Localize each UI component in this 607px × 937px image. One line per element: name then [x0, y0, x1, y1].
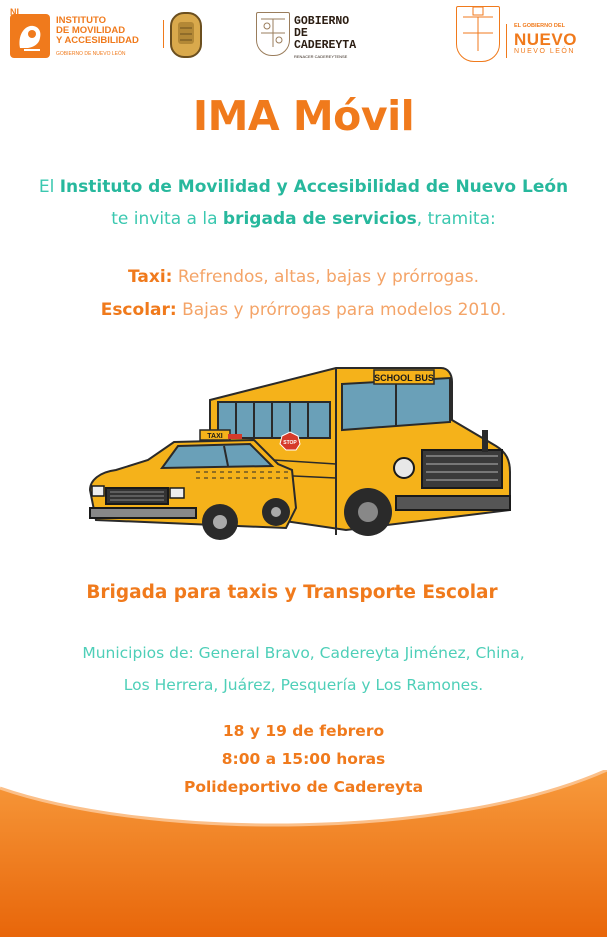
- header-logos: [0, 0, 607, 72]
- municipios-line-1: Municipios de: General Bravo, Cadereyta Jiménez, China,: [82, 644, 525, 662]
- ima-logo: [10, 8, 160, 60]
- bus-sign-text: SCHOOL BUS: [374, 373, 434, 383]
- gobierno-cadereyta-name: GOBIERNO DE CADEREYTA: [294, 15, 357, 52]
- logo-divider: [163, 20, 164, 48]
- nl-logo-small: EL GOBIERNO DEL: [514, 23, 565, 29]
- intro-line-2-pre: te invita a la: [111, 209, 223, 229]
- vehicles-illustration: [86, 360, 526, 560]
- service-escolar-label: Escolar:: [100, 300, 177, 320]
- service-taxi-text: Refrendos, altas, bajas y prórrogas.: [172, 267, 480, 287]
- brigada-title: Brigada para taxis y Transporte Escolar: [86, 582, 498, 603]
- stop-sign-text: STOP: [283, 440, 297, 446]
- intro-line-2-post: , tramita:: [416, 209, 496, 229]
- service-taxi-label: Taxi:: [127, 267, 173, 287]
- intro-line-1-pre: El: [38, 177, 60, 197]
- event-dates: 18 y 19 de febrero: [222, 722, 385, 740]
- ima-logo-sub: GOBIERNO DE NUEVO LEÓN: [56, 51, 126, 57]
- gobierno-cadereyta-sub: RENACER CADEREYTENSE: [294, 54, 348, 59]
- intro-line-1: [0, 177, 607, 197]
- service-taxi: [0, 267, 607, 287]
- event-hours: 8:00 a 15:00 horas: [221, 750, 386, 768]
- ima-nl-tag: NL: [10, 7, 22, 17]
- nl-divider: [506, 24, 507, 58]
- cadereyta-seal-icon: [170, 12, 202, 58]
- intro-line-2: [0, 209, 607, 229]
- nl-logo-big: NUEVO: [514, 30, 577, 49]
- gobierno-cadereyta-logo: [256, 10, 406, 64]
- ima-lion-icon: [10, 7, 50, 58]
- brigada-servicios: brigada de servicios: [222, 209, 417, 229]
- ima-logo-name: INSTITUTO DE MOVILIDAD Y ACCESIBILIDAD: [56, 15, 139, 46]
- service-escolar-text: Bajas y prórrogas para modelos 2010.: [176, 300, 507, 320]
- nl-logo-sub: NUEVO LEÓN: [514, 48, 575, 55]
- nuevo-leon-logo: [456, 6, 606, 64]
- municipios-line-2: Los Herrera, Juárez, Pesquería y Los Ramones.: [123, 676, 484, 694]
- nuevo-leon-shield-icon: [456, 6, 500, 62]
- institute-name: Instituto de Movilidad y Accesibilidad de Nuevo León: [59, 177, 569, 197]
- taxi-sign-text: TAXI: [207, 433, 223, 440]
- service-escolar: [0, 300, 607, 320]
- event-place: Polideportivo de Cadereyta: [183, 778, 424, 796]
- cadereyta-shield-icon: [256, 12, 290, 56]
- page-title: IMA Móvil: [192, 92, 415, 140]
